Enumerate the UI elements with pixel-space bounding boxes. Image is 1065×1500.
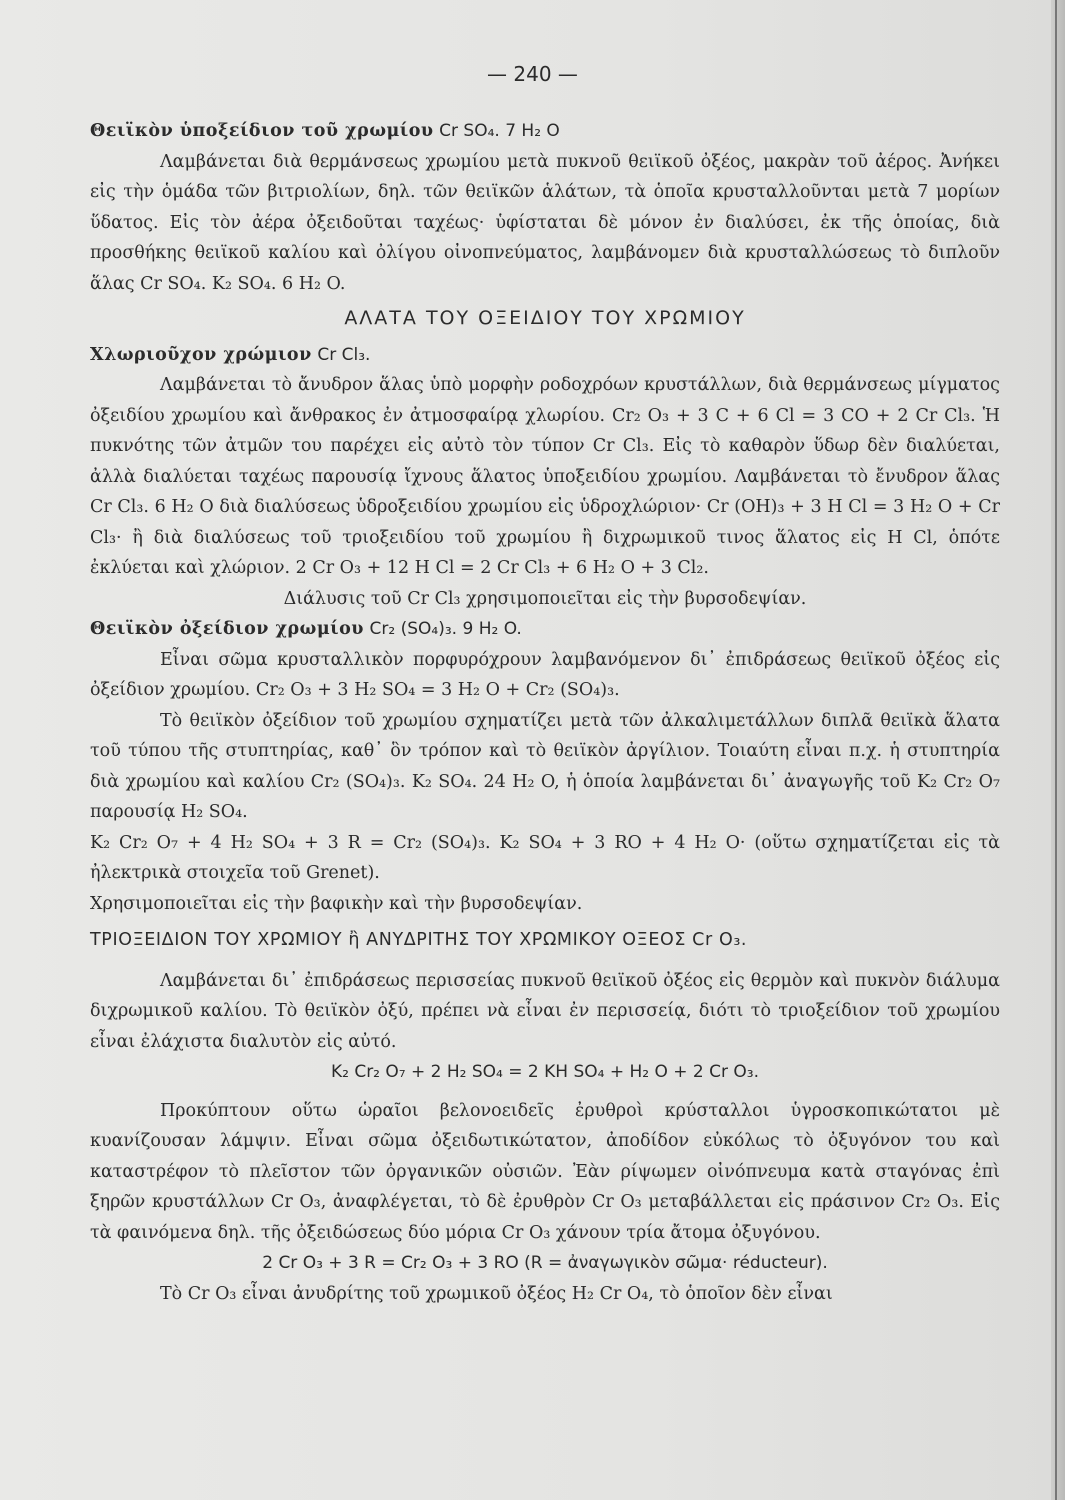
heading-formula: Cr Cl₃. (317, 344, 371, 365)
paragraph: Λαμβάνεται διὰ θερμάνσεως χρωμίου μετὰ πυκνοῦ θειϊκοῦ ὀξέος, μακρὰν τοῦ ἀέρος. Ἀνήκει εἰς τὴν ὁμάδα τῶν βιτριολίων, δηλ. τῶν θειϊκῶν ἁλάτων, τὰ ὁποῖα κρυσταλλοῦνται μετὰ 7 μορίων ὕδατος. Εἰς τὸν ἀέρα ὀξειδοῦται ταχέως· ὑφίσταται δὲ μόνον ἐν διαλύσει, ἐκ τῆς ὁποίας, διὰ προσθήκης θειϊκοῦ καλίου καὶ ὀλίγου οἰνοπνεύματος, λαμβάνομεν διὰ κρυσταλλώσεως τὸ διπλοῦν ἅλας Cr SO₄. K₂ SO₄. 6 H₂ O. (90, 151, 1000, 294)
paragraph: Λαμβάνεται δι᾽ ἐπιδράσεως περισσείας πυκνοῦ θειϊκοῦ ὀξέος εἰς θερμὸν καὶ πυκνὸν διάλυμα διχρωμικοῦ καλίου. Τὸ θειϊκὸν ὀξύ, πρέπει νὰ εἶναι ἐν περισσείᾳ, διότι τὸ τριοξείδιον τοῦ χρωμίου εἶναι ἐλάχιστα διαλυτὸν εἰς αὐτό. (90, 970, 1000, 1052)
equation: K₂ Cr₂ O₇ + 2 H₂ SO₄ = 2 KH SO₄ + H₂ O + 2 Cr O₃. (330, 1062, 760, 1082)
heading-text: Θειϊκὸν ὑποξείδιον τοῦ χρωμίου (90, 121, 434, 141)
paragraph: Εἶναι σῶμα κρυσταλλικὸν πορφυρόχρουν λαμβανόμενον δι᾽ ἐπιδράσεως θειϊκοῦ ὀξέος εἰς ὀξείδιον χρωμίου. Cr₂ O₃ + 3 H₂ SO₄ = 3 H₂ O + Cr₂ (SO₄)₃. (90, 649, 1000, 700)
page-content (90, 116, 1000, 1309)
section-heading-chromic-sulfate (90, 614, 1000, 645)
heading-text: Χλωριοῦχον χρώμιον (90, 344, 312, 365)
heading-text: Θειϊκὸν ὀξείδιον χρωμίου (90, 619, 364, 639)
section-heading-chromium-chloride (90, 340, 1000, 371)
page-number: — 240 — (487, 62, 578, 86)
page-edge (1051, 0, 1065, 1500)
equation: 2 Cr O₃ + 3 R = Cr₂ O₃ + 3 RO (R = ἀναγωγικὸν σῶμα· réducteur). (262, 1253, 828, 1273)
heading-formula: Cr SO₄. 7 H₂ O (439, 121, 560, 141)
heading-formula: Cr₂ (SO₄)₃. 9 H₂ O. (369, 619, 522, 639)
paragraph: Τὸ Cr O₃ εἶναι ἀνυδρίτης τοῦ χρωμικοῦ ὀξέος H₂ Cr O₄, τὸ ὁποῖον δὲν εἶναι (160, 1283, 833, 1304)
section-title: ΑΛΑΤΑ ΤΟΥ ΟΞΕΙΔΙΟΥ ΤΟΥ ΧΡΩΜΙΟΥ (344, 307, 746, 329)
paragraph: Λαμβάνεται τὸ ἄνυδρον ἅλας ὑπὸ μορφὴν ροδοχρόων κρυστάλλων, διὰ θερμάνσεως μίγματος ὀξειδίου χρωμίου καὶ ἄνθρακος ἐν ἀτμοσφαίρᾳ χλωρίου. Cr₂ O₃ + 3 C + 6 Cl = 3 CO + 2 Cr Cl₃. Ἡ πυκνότης τῶν ἀτμῶν του παρέχει εἰς αὐτὸ τὸν τύπον Cr Cl₃. Εἰς τὸ καθαρὸν ὕδωρ δὲν διαλύεται, ἀλλὰ διαλύεται ταχέως παρουσίᾳ ἴχνους ἅλατος ὑποξειδίου χρωμίου. Λαμβάνεται τὸ ἔνυδρον ἅλας Cr Cl₃. 6 H₂ O διὰ διαλύσεως ὑδροξειδίου χρωμίου εἰς ὑδροχλώριον· Cr (OH)₃ + 3 H Cl = 3 H₂ O + Cr Cl₃· ἢ διὰ διαλύσεως τοῦ τριοξειδίου τοῦ χρωμίου ἢ διχρωμικοῦ τινος ἅλατος εἰς H Cl, ὁπότε ἐκλύεται καὶ χλώριον. 2 Cr O₃ + 12 H Cl = 2 Cr Cl₃ + 6 H₂ O + 3 Cl₂. (90, 375, 1000, 578)
paragraph: Προκύπτουν οὕτω ὡραῖοι βελονοειδεῖς ἐρυθροὶ κρύσταλλοι ὑγροσκοπικώτατοι μὲ κυανίζουσαν λάμψιν. Εἶναι σῶμα ὀξειδωτικώτατον, ἀποδίδον εὐκόλως τὸ ὀξυγόνον του καὶ καταστρέφον τὸ πλεῖστον τῶν ὀργανικῶν οὐσιῶν. Ἐὰν ρίψωμεν οἰνόπνευμα κατὰ σταγόνας ἐπὶ ξηρῶν κρυστάλλων Cr O₃, ἀναφλέγεται, τὸ δὲ ἐρυθρὸν Cr O₃ μεταβάλλεται εἰς πράσινον Cr₂ O₃. Εἰς τὰ φαινόμενα δηλ. τῆς ὀξειδώσεως δύο μόρια Cr O₃ χάνουν τρία ἄτομα ὀξυγόνου. (90, 1100, 1000, 1243)
paragraph: Τὸ θειϊκὸν ὀξείδιον τοῦ χρωμίου σχηματίζει μετὰ τῶν ἀλκαλιμετάλλων διπλᾶ θειϊκὰ ἅλατα τοῦ τύπου τῆς στυπτηρίας, καθ᾽ ὃν τρόπον καὶ τὸ θειϊκὸν ἀργίλιον. Τοιαύτη εἶναι π.χ. ἡ στυπτηρία διὰ χρωμίου καὶ καλίου Cr₂ (SO₄)₃. K₂ SO₄. 24 H₂ O, ἡ ὁποία λαμβάνεται δι᾽ ἀναγωγῆς τοῦ K₂ Cr₂ O₇ παρουσίᾳ H₂ SO₄. (90, 710, 1000, 822)
section-heading-chromous-sulfate (90, 116, 1000, 147)
paragraph: K₂ Cr₂ O₇ + 4 H₂ SO₄ + 3 R = Cr₂ (SO₄)₃. K₂ SO₄ + 3 RO + 4 H₂ O· (οὕτω σχηματίζεται εἰς τὰ ἠλεκτρικὰ στοιχεῖα τοῦ Grenet). (90, 832, 1000, 883)
section-title: ΤΡΙΟΞΕΙΔΙΟΝ ΤΟΥ ΧΡΩΜΙΟΥ ἢ ΑΝΥΔΡΙΤΗΣ ΤΟΥ ΧΡΩΜΙΚΟΥ ΟΞΕΟΣ Cr O₃. (90, 930, 748, 950)
paragraph: Διάλυσις τοῦ Cr Cl₃ χρησιμοποιεῖται εἰς τὴν βυρσοδεψίαν. (283, 588, 807, 609)
paragraph: Χρησιμοποιεῖται εἰς τὴν βαφικὴν καὶ τὴν βυρσοδεψίαν. (90, 893, 583, 914)
